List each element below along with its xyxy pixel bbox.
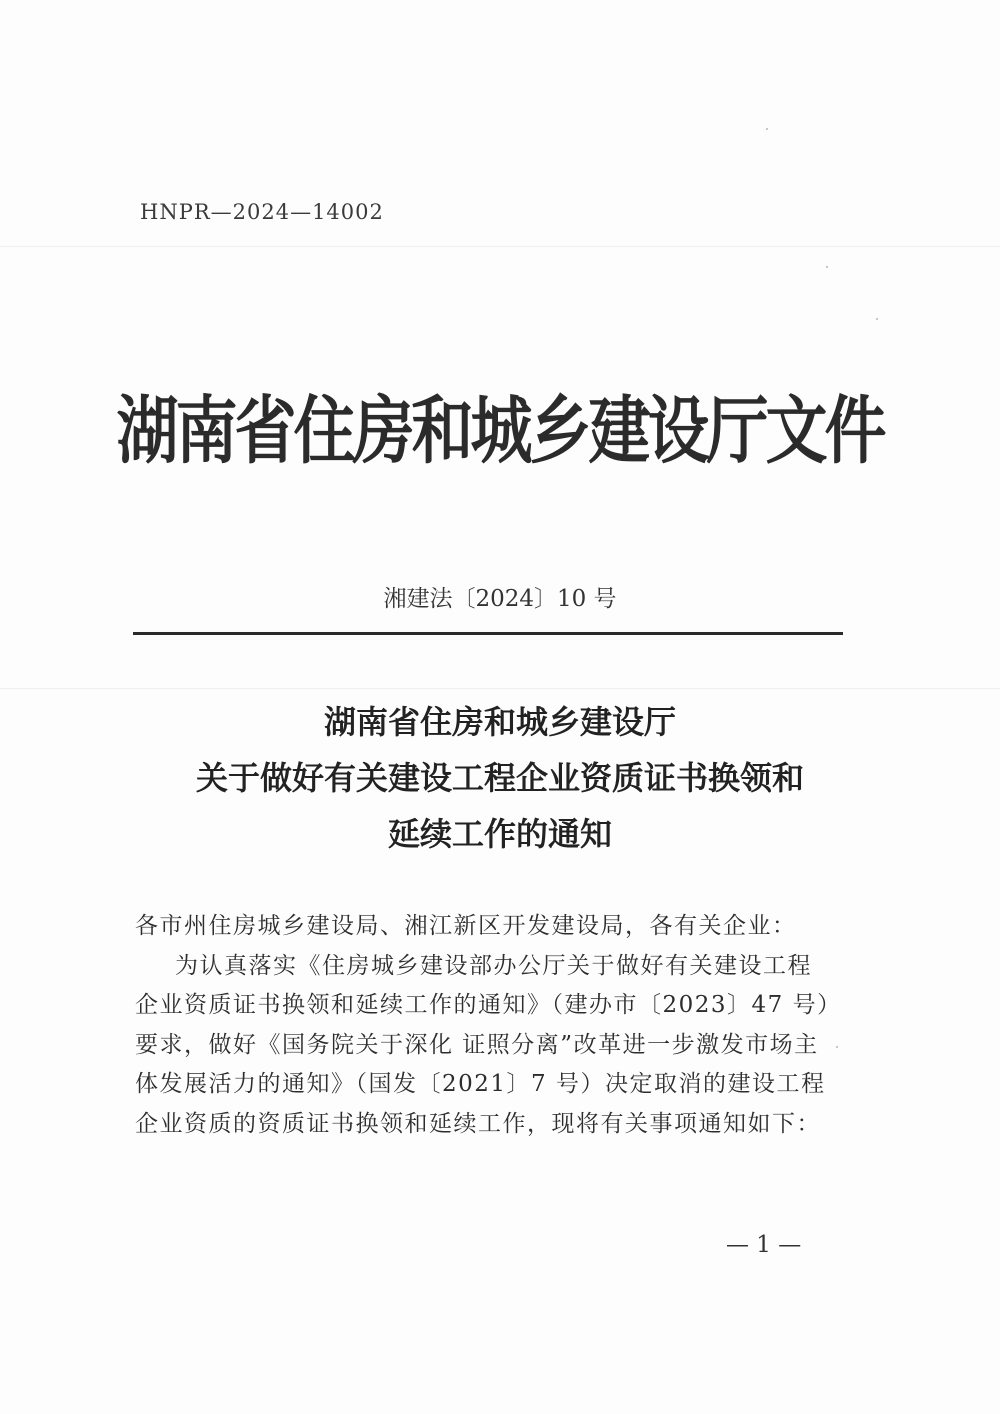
notice-title — [0, 694, 1000, 862]
body-line: 企业资质的资质证书换领和延续工作，现将有关事项通知如下： — [135, 1110, 821, 1137]
document-number: 湘建法〔2024〕10 号 — [383, 586, 617, 612]
body-line: 要求，做好《国务院关于深化 证照分离”改革进一步激发市场主 — [135, 1031, 819, 1058]
scan-speck — [876, 318, 878, 320]
document-code: HNPR—2024—14002 — [140, 200, 384, 224]
addressee: 各市州住房城乡建设局、湘江新区开发建设局，各有关企业： — [135, 913, 797, 939]
notice-title-line: 关于做好有关建设工程企业资质证书换领和 — [195, 759, 804, 797]
notice-title-line: 湖南省住房和城乡建设厅 — [323, 703, 676, 741]
scan-speck — [766, 128, 768, 130]
scan-artifact-line — [0, 688, 1000, 689]
notice-title-line: 延续工作的通知 — [387, 815, 612, 853]
body-line: 企业资质证书换领和延续工作的通知》（建办市〔2023〕47 号） — [135, 992, 842, 1018]
scan-artifact-line — [0, 246, 1000, 247]
body-line: 为认真落实《住房城乡建设部办公厅关于做好有关建设工程 — [175, 952, 812, 979]
scan-speck — [836, 1046, 838, 1048]
body-line: 体发展活力的通知》（国发〔2021〕7 号）决定取消的建设工程 — [135, 1071, 826, 1097]
notice-body — [135, 907, 842, 1144]
scan-speck — [826, 266, 828, 268]
header-rule — [133, 632, 843, 635]
page-number: — 1 — — [726, 1232, 802, 1258]
issuer-title: 湖南省住房和城乡建设厅文件 — [116, 387, 884, 474]
